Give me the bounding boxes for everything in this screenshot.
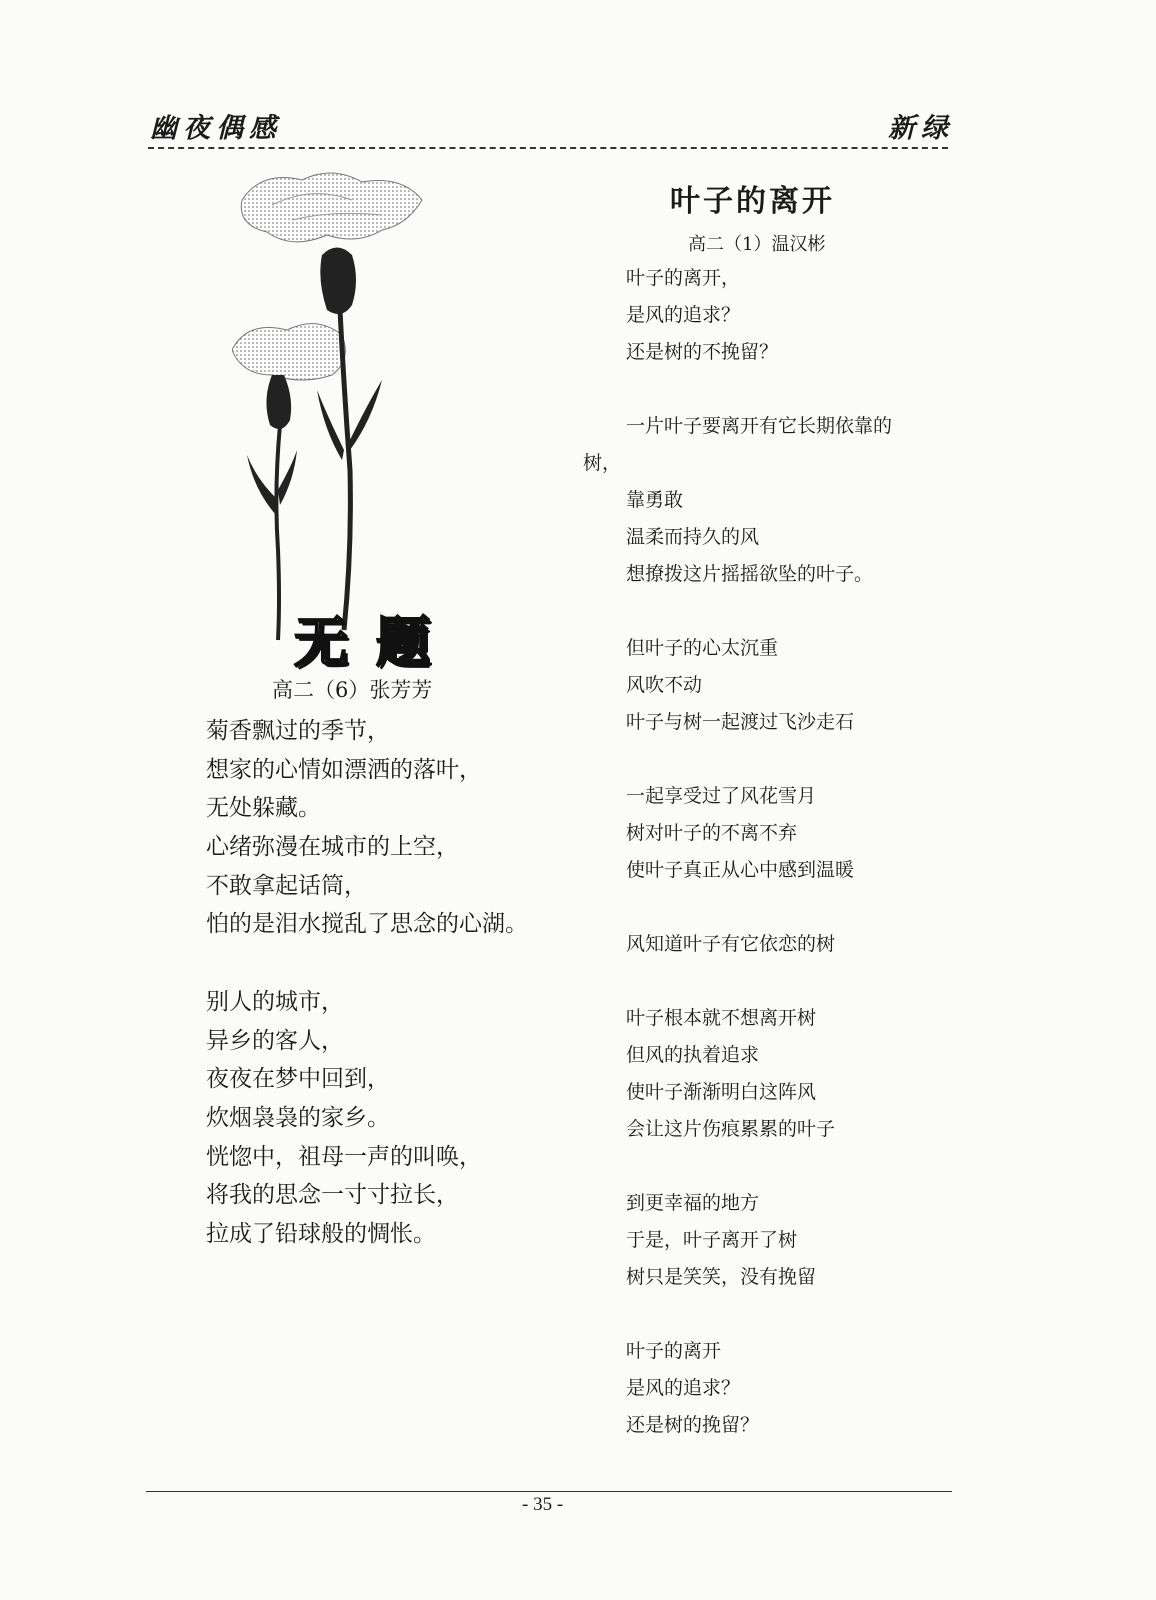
flower-head-middle	[232, 324, 345, 380]
poem-line: 无处躲藏。	[206, 795, 321, 822]
poem-line: 炊烟袅袅的家乡。	[206, 1104, 390, 1131]
poem-line: 使叶子渐渐明白这阵风	[626, 1081, 817, 1103]
stanza-gap	[626, 889, 956, 926]
poem-line: 一起享受过了风花雪月	[626, 785, 817, 807]
poem-line: 恍惚中，祖母一声的叫唤，	[206, 1143, 482, 1170]
header-section-title: 幽夜偶感	[150, 113, 282, 144]
stanza-gap	[626, 371, 956, 408]
right-poem-author: 高二（1）温汉彬	[688, 234, 826, 255]
flower-stem-main	[340, 310, 350, 630]
poem-line: 叶子的离开	[626, 1340, 722, 1362]
poem-line: 风吹不动	[626, 674, 703, 696]
poem-line: 叶子与树一起渡过飞沙走石	[626, 711, 855, 733]
poem-line: 想撩拨这片摇摇欲坠的叶子。	[626, 563, 874, 585]
poem-line: 到更幸福的地方	[626, 1192, 760, 1214]
poem-line: 使叶子真正从心中感到温暖	[626, 859, 855, 881]
flower-calyx-top	[320, 248, 356, 315]
poem-line: 树只是笑笑，没有挽留	[626, 1266, 817, 1288]
leaf-left-upper	[317, 390, 344, 460]
poem-line: 夜夜在梦中回到，	[206, 1066, 390, 1093]
header-divider	[148, 147, 948, 149]
stanza-gap	[626, 1296, 956, 1333]
poem-line: 是风的追求？	[626, 1377, 741, 1399]
page-number: - 35 -	[522, 1494, 564, 1515]
poem-line: 温柔而持久的风	[626, 526, 760, 548]
poem-line: 于是，叶子离开了树	[626, 1229, 798, 1251]
poem-line: 还是树的不挽留？	[626, 341, 779, 363]
poem-line: 树，	[583, 452, 622, 474]
poem-line: 是风的追求？	[626, 304, 741, 326]
poem-line: 叶子的离开，	[626, 267, 741, 289]
poem-line: 一片叶子要离开有它长期依靠的	[626, 415, 893, 437]
right-poem-title: 叶子的离开	[670, 184, 835, 219]
poem-line: 还是树的挽留？	[626, 1414, 760, 1436]
flower-bud	[266, 375, 291, 429]
stanza-gap	[626, 593, 956, 630]
left-poem-title: 无题	[294, 611, 458, 674]
leaf-right-lower	[278, 450, 297, 505]
flower-stem-secondary	[276, 425, 280, 640]
stanza-gap	[206, 944, 606, 983]
poem-line: 树对叶子的不离不弃	[626, 822, 798, 844]
poem-line: 风知道叶子有它依恋的树	[626, 933, 836, 955]
poem-line: 想家的心情如漂洒的落叶，	[206, 756, 482, 783]
leaf-left-lower	[247, 455, 278, 515]
poem-line: 叶子根本就不想离开树	[626, 1007, 817, 1029]
flower-head-top	[241, 173, 422, 242]
footer-divider	[146, 1491, 952, 1492]
carnation-illustration	[232, 170, 462, 670]
poem-line: 但叶子的心太沉重	[626, 637, 779, 659]
header-column-title: 新绿	[888, 113, 954, 144]
poem-line: 靠勇敢	[626, 489, 684, 511]
poem-line: 菊香飘过的季节，	[206, 718, 390, 744]
poem-line: 但风的执着追求	[626, 1044, 760, 1066]
poem-line: 心绪弥漫在城市的上空，	[206, 834, 459, 861]
poem-line: 异乡的客人，	[206, 1027, 344, 1054]
poem-line: 拉成了铅球般的惆怅。	[206, 1220, 436, 1247]
left-poem-author: 高二（6）张芳芳	[272, 678, 433, 702]
right-poem-body	[583, 260, 956, 1444]
poem-line: 不敢拿起话筒，	[206, 872, 367, 899]
stanza-gap	[626, 963, 956, 1000]
poem-line: 怕的是泪水搅乱了思念的心湖。	[206, 911, 528, 938]
poem-line: 会让这片伤痕累累的叶子	[626, 1118, 836, 1140]
poem-line: 别人的城市，	[206, 988, 344, 1015]
stanza-gap	[626, 741, 956, 778]
left-poem-body	[206, 712, 606, 1254]
leaf-right-upper	[350, 380, 382, 450]
stanza-gap	[626, 1148, 956, 1185]
poem-line: 将我的思念一寸寸拉长，	[206, 1182, 459, 1209]
